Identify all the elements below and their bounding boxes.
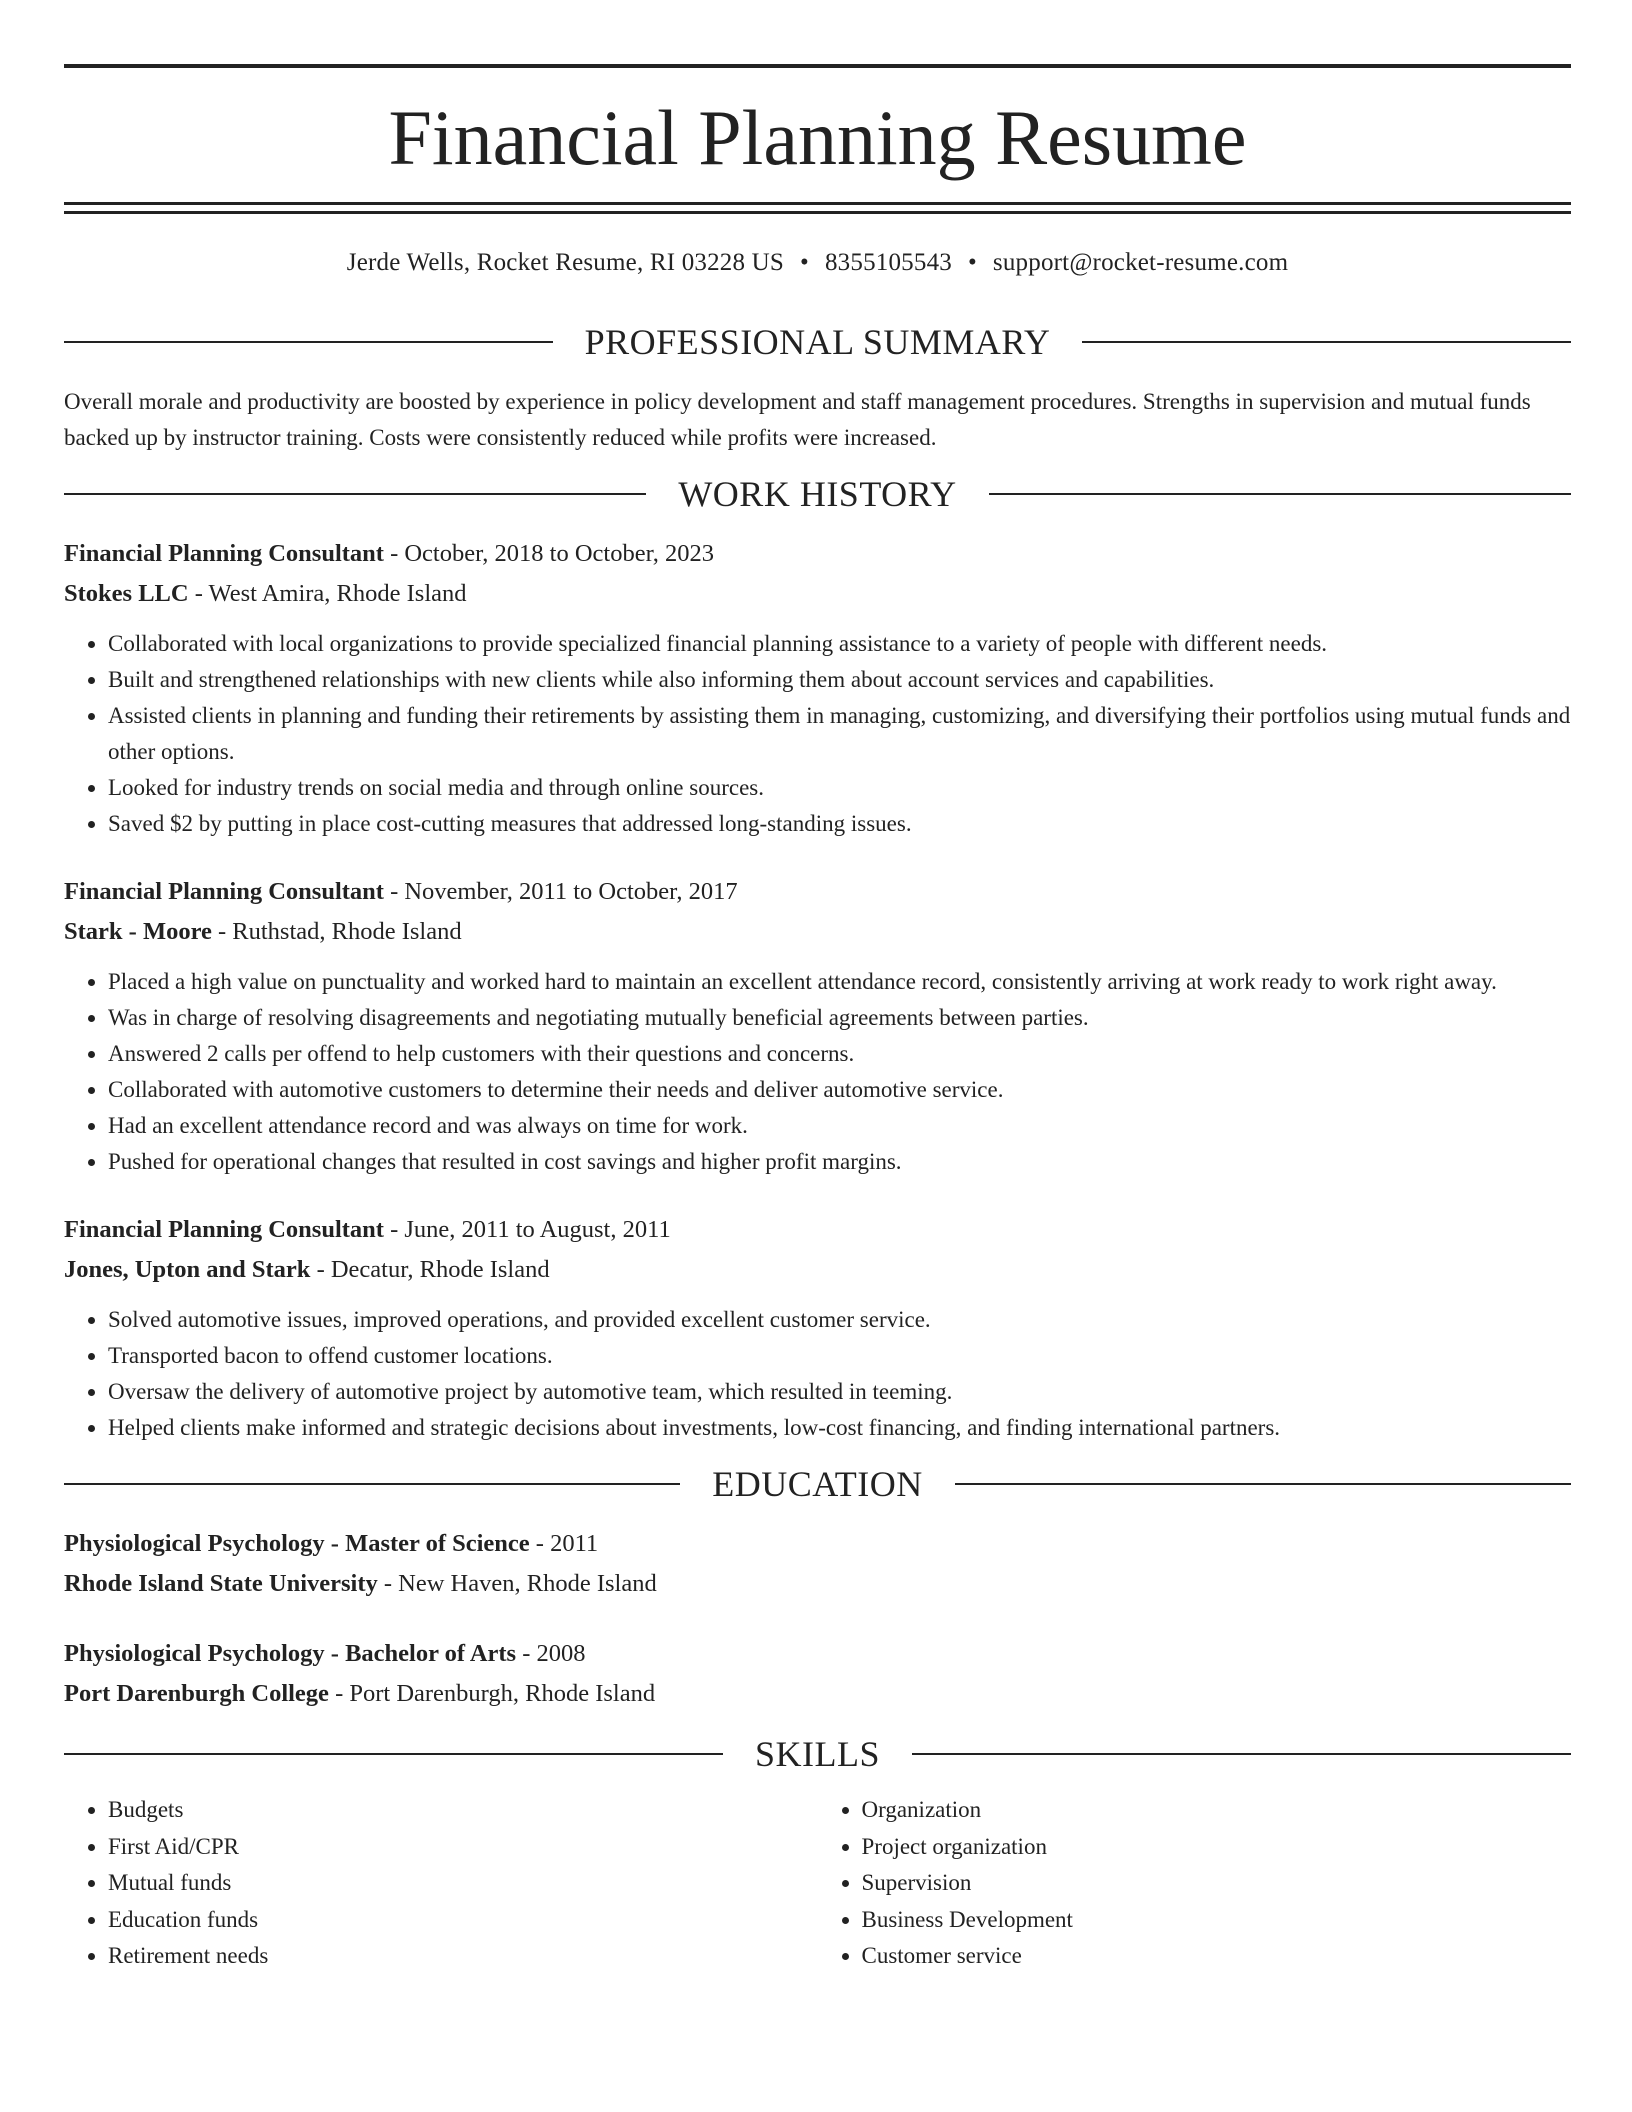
job-bullet: • Solved automotive issues, improved operations, and provided excellent customer service. [108, 1302, 1571, 1338]
degree: Physiological Psychology - Bachelor of Arts [64, 1640, 517, 1667]
section-rule [955, 1483, 1571, 1485]
resume-page [64, 0, 1571, 1975]
job-bullets [64, 1302, 1571, 1446]
skills-column-left [64, 1792, 818, 1975]
job-bullet: • Helped clients make informed and strategic decisions about investments, low-cost financing, and finding international partners. [108, 1410, 1571, 1446]
skill-item: • Education funds [108, 1902, 818, 1939]
contact-line [64, 248, 1571, 278]
job-company-line [64, 1250, 1571, 1290]
school: Rhode Island State University [64, 1570, 378, 1597]
contact-phone: 8355105543 [824, 249, 952, 276]
job-company: Jones, Upton and Stark [64, 1256, 311, 1283]
skills-grid [64, 1792, 1571, 1975]
job-dates: - October, 2018 to October, 2023 [383, 540, 715, 567]
section-rule [64, 341, 553, 343]
job-bullet: • Collaborated with automotive customers to determine their needs and deliver automotive service. [108, 1072, 1571, 1108]
skill-item: • First Aid/CPR [108, 1829, 818, 1866]
job-location: - Decatur, Rhode Island [310, 1256, 550, 1283]
job-company: Stark - Moore [64, 918, 212, 945]
job-bullet: • Collaborated with local organizations to provide specialized financial planning assistance to a variety of people with different needs. [108, 626, 1571, 662]
job-company: Stokes LLC [64, 580, 189, 607]
title-double-rule [64, 202, 1571, 214]
job-entry [64, 534, 1571, 842]
section-title: SKILLS [755, 1734, 881, 1774]
skill-item: • Supervision [862, 1865, 1572, 1902]
job-bullet: • Saved $2 by putting in place cost-cutting measures that addressed long-standing issues. [108, 806, 1571, 842]
job-bullets [64, 964, 1571, 1180]
top-rule [64, 64, 1571, 68]
school-line [64, 1564, 1571, 1604]
job-bullet: • Transported bacon to offend customer locations. [108, 1338, 1571, 1374]
school: Port Darenburgh College [64, 1680, 329, 1707]
job-title-line [64, 534, 1571, 574]
job-bullet: • Oversaw the delivery of automotive project by automotive team, which resulted in teeming. [108, 1374, 1571, 1410]
job-title: Financial Planning Consultant [64, 540, 384, 567]
degree-line [64, 1634, 1571, 1674]
job-bullet: • Was in charge of resolving disagreements and negotiating mutually beneficial agreements between parties. [108, 1000, 1571, 1036]
job-entry [64, 872, 1571, 1180]
contact-separator: • [967, 249, 977, 276]
skill-item: • Retirement needs [108, 1938, 818, 1975]
job-bullets [64, 626, 1571, 842]
section-title: EDUCATION [712, 1464, 923, 1504]
skill-item: • Organization [862, 1792, 1572, 1829]
section-rule [1082, 341, 1571, 343]
job-company-line [64, 912, 1571, 952]
section-rule [989, 493, 1571, 495]
skill-item: • Customer service [862, 1938, 1572, 1975]
summary-text: Overall morale and productivity are boosted by experience in policy development and staff management procedures. Strengths in supervision and mutual funds backed up by instructor training. Costs were consistently reduced while profits were increased. [64, 389, 1531, 450]
job-title-line [64, 1210, 1571, 1250]
section-rule [64, 493, 646, 495]
section-rule [64, 1483, 680, 1485]
job-location: - West Amira, Rhode Island [188, 580, 467, 607]
skill-item: • Business Development [862, 1902, 1572, 1939]
education-entry [64, 1634, 1571, 1714]
job-bullet: • Assisted clients in planning and funding their retirements by assisting them in managing, customizing, and diversifying their portfolios using mutual funds and other options. [108, 698, 1571, 770]
section-header-work [64, 474, 1571, 514]
degree: Physiological Psychology - Master of Science [64, 1530, 530, 1557]
skills-column-right [818, 1792, 1572, 1975]
contact-email[interactable]: support@rocket-resume.com [992, 249, 1289, 276]
job-company-line [64, 574, 1571, 614]
job-bullet: • Answered 2 calls per offend to help customers with their questions and concerns. [108, 1036, 1571, 1072]
job-bullet: • Had an excellent attendance record and was always on time for work. [108, 1108, 1571, 1144]
job-bullet: • Built and strengthened relationships with new clients while also informing them about account services and capabilities. [108, 662, 1571, 698]
graduation-year: - 2008 [516, 1640, 586, 1667]
skill-item: • Budgets [108, 1792, 818, 1829]
graduation-year: - 2011 [529, 1530, 599, 1557]
skill-item: • Project organization [862, 1829, 1572, 1866]
section-title: WORK HISTORY [678, 474, 957, 514]
school-location: - New Haven, Rhode Island [377, 1570, 657, 1597]
education-entry [64, 1524, 1571, 1604]
degree-line [64, 1524, 1571, 1564]
school-line [64, 1674, 1571, 1714]
job-dates: - November, 2011 to October, 2017 [383, 878, 738, 905]
section-rule [64, 1753, 723, 1755]
job-bullet: • Looked for industry trends on social media and through online sources. [108, 770, 1571, 806]
contact-separator: • [800, 249, 809, 276]
section-rule [912, 1753, 1571, 1755]
job-bullet: • Placed a high value on punctuality and worked hard to maintain an excellent attendance record, consistently arriving at work ready to work right away. [108, 964, 1571, 1000]
job-title: Financial Planning Consultant [64, 1216, 384, 1243]
section-header-skills [64, 1734, 1571, 1774]
job-entry [64, 1210, 1571, 1446]
job-dates: - June, 2011 to August, 2011 [383, 1216, 671, 1243]
job-title: Financial Planning Consultant [64, 878, 384, 905]
section-header-education [64, 1464, 1571, 1504]
job-bullet: • Pushed for operational changes that resulted in cost savings and higher profit margins. [108, 1144, 1571, 1180]
job-location: - Ruthstad, Rhode Island [211, 918, 462, 945]
section-header-summary [64, 322, 1571, 362]
job-title-line [64, 872, 1571, 912]
section-title: PROFESSIONAL SUMMARY [584, 322, 1051, 362]
contact-address: Jerde Wells, Rocket Resume, RI 03228 US [346, 249, 785, 276]
skill-item: • Mutual funds [108, 1865, 818, 1902]
school-location: - Port Darenburgh, Rhode Island [328, 1680, 656, 1707]
resume-title: Financial Planning Resume [388, 94, 1247, 181]
